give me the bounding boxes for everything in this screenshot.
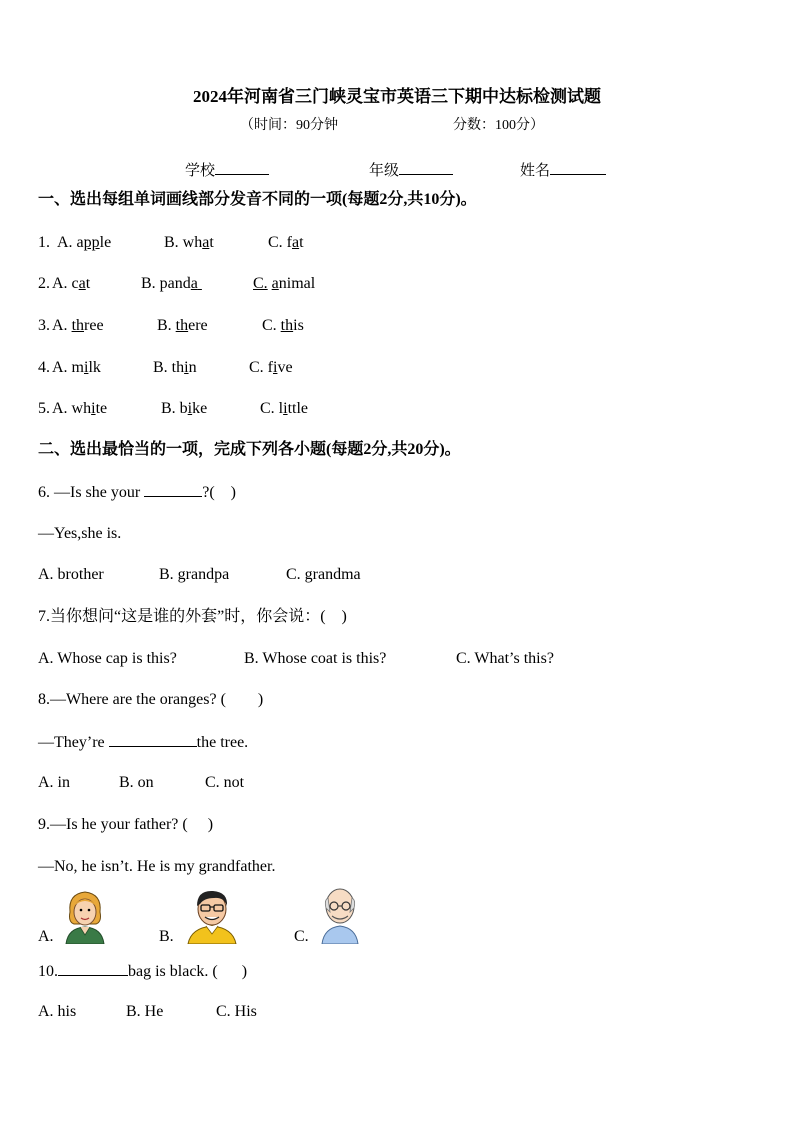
q5-a-post: te [95, 400, 108, 417]
q1-a-pre: A. a [57, 234, 84, 251]
q4-c-post: ve [277, 359, 293, 376]
q6-option-a[interactable]: A. brother [38, 566, 104, 583]
q3-a-pre: A. [52, 317, 72, 334]
q10-blank[interactable] [58, 961, 128, 976]
q2-c-underlined: a [271, 275, 279, 292]
q5-c-pre: C. l [260, 400, 284, 417]
q2-a-underlined: a [78, 275, 86, 292]
q1-b-post: t [209, 234, 214, 251]
q3-a-underlined: th [71, 317, 85, 334]
name-blank[interactable] [550, 160, 606, 175]
q4-c-underlined: i [273, 359, 278, 376]
q2-a-pre: A. c [52, 275, 79, 292]
q9-option-c[interactable]: C. [294, 928, 309, 945]
q3-b-underlined: th [175, 317, 189, 334]
q5-option-a[interactable] [52, 399, 107, 419]
q7-option-a[interactable]: A. Whose cap is this? [38, 650, 177, 667]
q3-c-pre: C. [262, 317, 281, 334]
q2-b-blank [198, 274, 244, 294]
q1-c-pre: C. f [268, 234, 292, 251]
q1-a-post: le [99, 234, 112, 251]
q4-c-pre: C. f [249, 359, 273, 376]
q5-a-pre: A. wh [52, 400, 92, 417]
q8-option-a[interactable]: A. in [38, 774, 70, 791]
q2-option-a[interactable] [52, 274, 90, 294]
q2-b-pre: B. pand [141, 275, 191, 292]
q8-answer-text: —They’re [38, 734, 109, 751]
section-1-heading: 一、选出每组单词画线部分发音不同的一项(每题2分,共10分)。 [38, 191, 477, 208]
woman-picture[interactable] [64, 888, 106, 944]
q5-c-underlined: i [283, 400, 288, 417]
q8-answer-end: the tree. [196, 734, 249, 751]
q3-option-a[interactable] [52, 316, 104, 336]
q1-b-pre: B. wh [164, 234, 203, 251]
q6-blank[interactable] [144, 482, 202, 497]
grandfather-picture[interactable] [318, 886, 362, 944]
q6-option-c[interactable]: C. grandma [286, 566, 361, 583]
q2-b-underlined: a [190, 275, 198, 292]
q4-b-post: n [188, 359, 197, 376]
q1-number: 1. [38, 234, 50, 251]
name-field[interactable] [520, 160, 606, 180]
q2-option-b[interactable] [141, 274, 244, 294]
q6-stem-end: ?( ) [202, 484, 236, 501]
grade-label: 年级 [369, 163, 400, 179]
q7-option-c[interactable]: C. What’s this? [456, 650, 554, 667]
q1-option-c[interactable] [268, 233, 304, 253]
q4-option-a[interactable] [52, 358, 101, 378]
q9-option-a[interactable]: A. [38, 928, 54, 945]
exam-time: （时间：90分钟 [240, 118, 338, 133]
q4-a-underlined: i [84, 359, 89, 376]
q3-option-b[interactable] [157, 316, 208, 336]
q4-number: 4. [38, 359, 50, 376]
q1-c-post: t [299, 234, 304, 251]
q5-a-underlined: i [91, 400, 96, 417]
q1-option-a[interactable] [57, 233, 111, 253]
q5-c-post: ttle [287, 400, 309, 417]
q7-stem: 7.当你想问“这是谁的外套”时，你会说：( ) [38, 608, 347, 625]
q6-stem-text: 6. —Is she your [38, 484, 145, 501]
q10-option-b[interactable]: B. He [126, 1003, 164, 1020]
page-title: 2024年河南省三门峡灵宝市英语三下期中达标检测试题 [193, 87, 601, 106]
q6-stem [38, 482, 236, 503]
q5-option-b[interactable] [161, 399, 207, 419]
q2-c-post: nimal [278, 275, 316, 292]
q9-option-b[interactable]: B. [159, 928, 174, 945]
q10-number: 10. [38, 963, 58, 980]
q7-option-b[interactable]: B. Whose coat is this? [244, 650, 387, 667]
q6-answer: —Yes,she is. [38, 525, 122, 542]
q4-option-b[interactable] [153, 358, 197, 378]
q3-c-underlined: th [280, 317, 294, 334]
q4-option-c[interactable] [249, 358, 293, 378]
school-field[interactable] [185, 160, 269, 180]
q3-c-post: is [293, 317, 304, 334]
q1-c-underlined: a [292, 234, 300, 251]
school-label: 学校 [185, 163, 216, 179]
q9-stem: 9.—Is he your father? ( ) [38, 816, 214, 833]
q3-option-c[interactable] [262, 316, 304, 336]
q2-number: 2. [38, 275, 50, 292]
q9-answer: —No, he isn’t. He is my grandfather. [38, 858, 276, 875]
q2-c-label: C. [253, 275, 268, 292]
q5-number: 5. [38, 400, 50, 417]
q5-b-pre: B. b [161, 400, 188, 417]
q4-b-pre: B. th [153, 359, 185, 376]
q8-answer [38, 732, 248, 753]
q8-blank[interactable] [109, 732, 197, 747]
q8-option-b[interactable]: B. on [119, 774, 154, 791]
section-2-heading: 二、选出最恰当的一项，完成下列各小题(每题2分,共20分)。 [38, 441, 461, 458]
q1-b-underlined: a [202, 234, 210, 251]
q4-a-post: lk [88, 359, 101, 376]
q3-number: 3. [38, 317, 50, 334]
q1-a-underlined: pp [83, 234, 100, 251]
q2-a-post: t [85, 275, 91, 292]
q8-stem: 8.—Where are the oranges? ( ) [38, 691, 264, 708]
q6-option-b[interactable]: B. grandpa [159, 566, 230, 583]
q10-stem [38, 961, 247, 982]
q5-b-post: ke [192, 400, 208, 417]
q5-option-c[interactable] [260, 399, 308, 419]
q10-option-c[interactable]: C. His [216, 1003, 257, 1020]
grade-field[interactable] [369, 160, 453, 180]
q10-option-a[interactable]: A. his [38, 1003, 77, 1020]
q1-option-b[interactable] [164, 233, 214, 253]
q4-b-underlined: i [184, 359, 189, 376]
q4-a-pre: A. m [52, 359, 84, 376]
school-blank[interactable] [215, 160, 269, 175]
exam-score: 分数：100分） [453, 118, 544, 133]
q3-a-post: ree [84, 317, 104, 334]
q8-option-c[interactable]: C. not [205, 774, 245, 791]
name-label: 姓名 [520, 163, 551, 179]
grade-blank[interactable] [399, 160, 453, 175]
q3-b-pre: B. [157, 317, 176, 334]
q3-b-post: ere [188, 317, 208, 334]
q5-b-underlined: i [187, 400, 193, 417]
q2-option-c[interactable] [253, 274, 315, 294]
father-picture[interactable] [186, 888, 238, 944]
q10-stem-end: bag is black. ( ) [128, 963, 248, 980]
